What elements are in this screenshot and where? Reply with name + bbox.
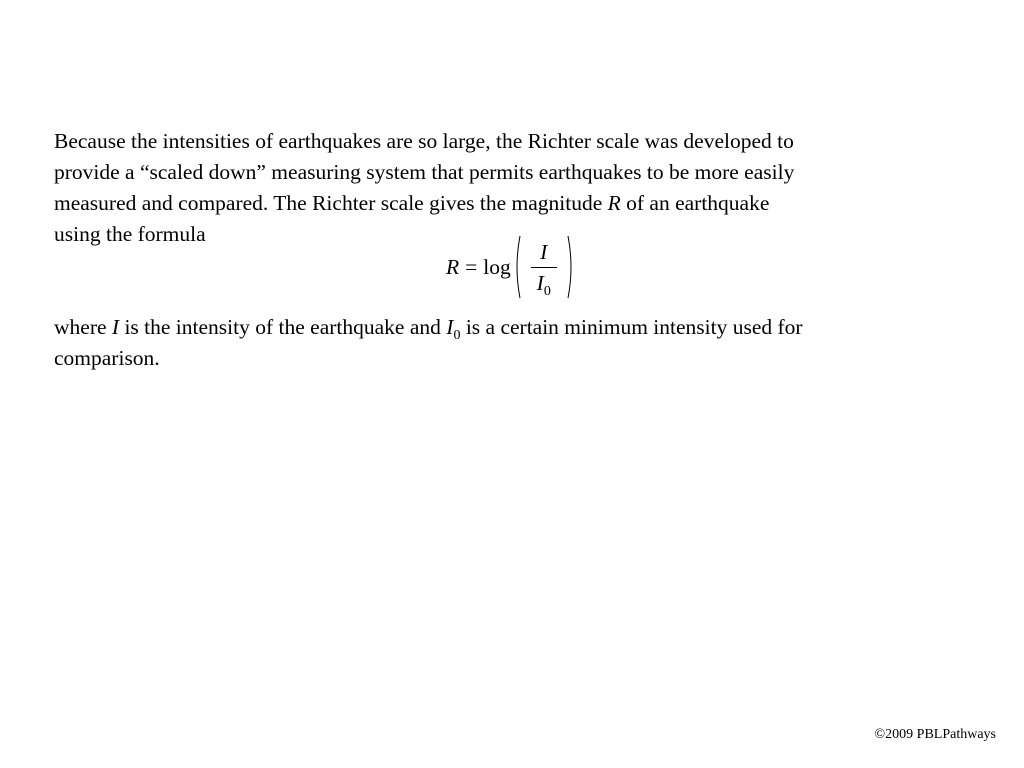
denominator-var: I [536,270,544,295]
variable-r: R [607,191,621,215]
intro-line-3-start: measured and compared. The Richter scale gives the magnitude [54,191,608,215]
variable-i0: I [446,315,454,339]
explanation-end: is a certain minimum intensity used for [460,315,803,339]
richter-formula [446,232,577,302]
fraction-denominator [537,269,551,297]
variable-i0-sub: 0 [453,328,461,343]
explanation-where: where [54,315,112,339]
fraction-numerator: I [540,239,548,264]
intro-line-3-end: of an earthquake [620,191,770,215]
intro-line-3 [54,188,984,219]
explanation-line-2: comparison. [54,346,160,370]
copyright-notice: ©2009 PBLPathways [874,727,996,742]
formula-equals: = [465,254,478,279]
intro-line-1: Because the intensities of earthquakes are so large, the Richter scale was developed to [54,129,794,153]
intro-line-2: provide a “scaled down” measuring system that permits earthquakes to be more easily [54,160,795,184]
variable-i: I [111,315,120,339]
left-paren-icon [513,235,521,299]
explanation-paragraph [54,312,984,374]
denominator-sub: 0 [543,283,551,299]
formula-lhs: R [446,254,460,279]
explanation-middle: is the intensity of the earthquake and [119,315,447,339]
fraction-bar [531,267,557,268]
right-paren-icon [567,235,575,299]
formula-fraction [531,238,557,297]
intro-line-4: using the formula [54,222,206,246]
formula-log: log [483,254,511,279]
explanation-line-1 [54,312,984,343]
